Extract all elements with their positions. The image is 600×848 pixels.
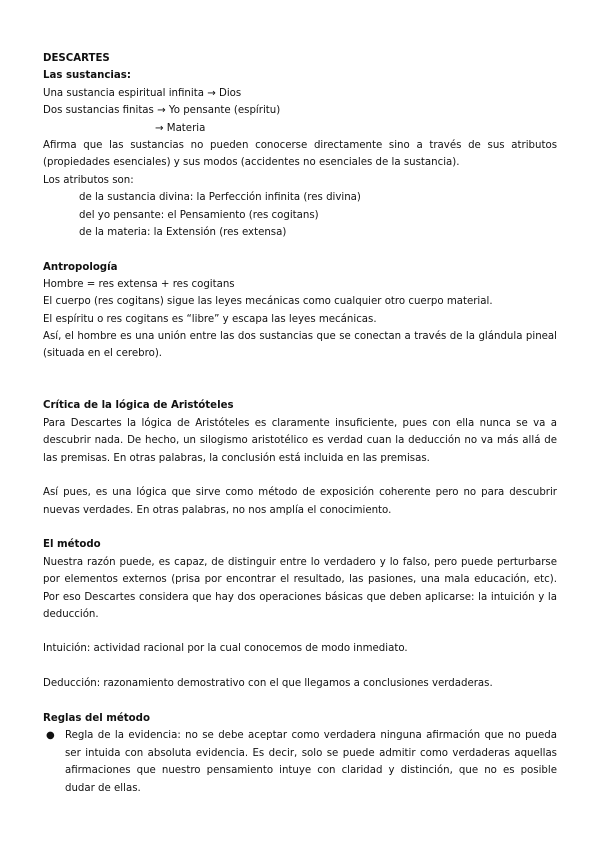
antropologia-line: (situada en el cerebro). (43, 348, 163, 359)
regla-line: Regla de la evidencia: no se debe aceptar como verdadera ninguna afirmación que no pueda (65, 730, 557, 741)
sustancias-paragraph-line: (propiedades esenciales) y sus modos (accidentes no esenciales de la sustancia). (43, 157, 460, 168)
sustancias-paragraph-line: Afirma que las sustancias no pueden conocerse directamente sino a través de sus atributos (43, 140, 557, 151)
metodo-heading: El método (43, 539, 101, 550)
atributo-item: de la materia: la Extensión (res extensa) (79, 227, 287, 238)
antropologia-heading: Antropología (43, 262, 118, 273)
antropologia-line: El espíritu o res cogitans es “libre” y escapa las leyes mecánicas. (43, 314, 377, 325)
sustancias-line: Dos sustancias finitas → Yo pensante (espíritu) (43, 105, 281, 116)
bullet-icon: ● (46, 730, 55, 741)
sustancias-line: → Materia (155, 123, 206, 134)
regla-line: ser intuida con absoluta evidencia. Es decir, solo se puede admitir como verdaderas aquellas (65, 748, 557, 759)
atributo-item: del yo pensante: el Pensamiento (res cogitans) (79, 210, 319, 221)
critica-paragraph-line: Así pues, es una lógica que sirve como método de exposición coherente pero no para descubrir (43, 487, 557, 498)
metodo-paragraph-line: deducción. (43, 609, 99, 620)
regla-line: dudar de ellas. (65, 783, 141, 794)
deduccion-definition: Deducción: razonamiento demostrativo con el que llegamos a conclusiones verdaderas. (43, 678, 493, 689)
metodo-paragraph-line: Por eso Descartes considera que hay dos operaciones básicas que deben aplicarse: la intuición y la (43, 592, 557, 603)
intuicion-definition: Intuición: actividad racional por la cual conocemos de modo inmediato. (43, 643, 408, 654)
metodo-paragraph-line: Nuestra razón puede, es capaz, de distinguir entre lo verdadero y lo falso, pero puede perturbarse (43, 557, 557, 568)
antropologia-line: El cuerpo (res cogitans) sigue las leyes mecánicas como cualquier otro cuerpo material. (43, 296, 493, 307)
critica-paragraph-line: las premisas. En otras palabras, la conclusión está incluida en las premisas. (43, 453, 430, 464)
atributo-item: de la sustancia divina: la Perfección infinita (res divina) (79, 192, 361, 203)
critica-paragraph-line: Para Descartes la lógica de Aristóteles es claramente insuficiente, pues con ella nunca se va a (43, 418, 557, 429)
atributos-intro: Los atributos son: (43, 175, 134, 186)
critica-paragraph-line: descubrir nada. De hecho, un silogismo aristotélico es verdad cuan la deducción no va más allá de (43, 435, 557, 446)
sustancias-heading: Las sustancias: (43, 70, 131, 81)
document-title: DESCARTES (43, 53, 110, 64)
antropologia-line: Así, el hombre es una unión entre las dos sustancias que se conectan a través de la glándula pineal (43, 331, 557, 342)
regla-line: afirmaciones que nuestro pensamiento intuye con claridad y distinción, que no es posible (65, 765, 557, 776)
antropologia-line: Hombre = res extensa + res cogitans (43, 279, 235, 290)
critica-heading: Crítica de la lógica de Aristóteles (43, 400, 234, 411)
metodo-paragraph-line: por elementos externos (prisa por encontrar el resultado, las pasiones, una mala educación, etc). (43, 574, 557, 585)
critica-paragraph-line: nuevas verdades. En otras palabras, no nos amplía el conocimiento. (43, 505, 392, 516)
reglas-heading: Reglas del método (43, 713, 150, 724)
sustancias-line: Una sustancia espiritual infinita → Dios (43, 88, 242, 99)
